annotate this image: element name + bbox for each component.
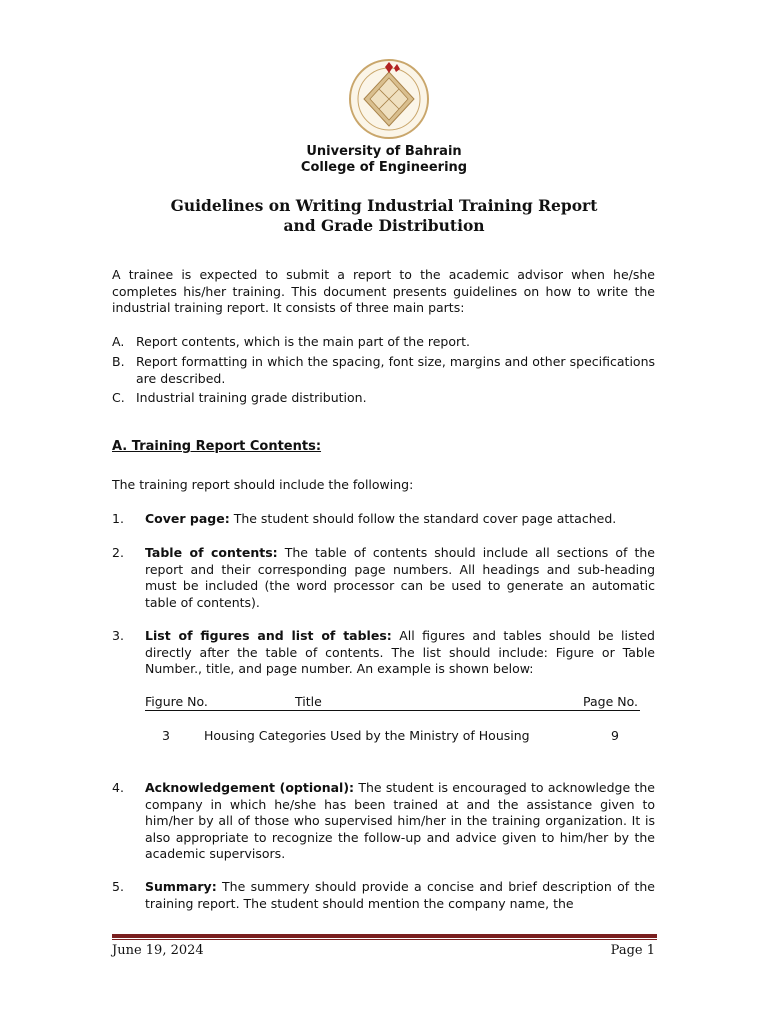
section-lead: The training report should include the following: <box>112 477 414 492</box>
footer-page-number: Page 1 <box>610 943 655 958</box>
figure-number: 3 <box>162 728 170 743</box>
list-text: Report formatting in which the spacing, font size, margins and other specifications are described. <box>136 354 655 386</box>
item-number: 5. <box>112 879 124 894</box>
col-figure-no: Figure No. <box>145 694 208 709</box>
intro-paragraph: A trainee is expected to submit a report to the academic advisor when he/she completes his/her training. This document presents guidelines on how to write the industrial training report. It consists of three main parts: <box>112 267 655 315</box>
item-number: 2. <box>112 545 124 560</box>
title-line-2: and Grade Distribution <box>283 216 485 235</box>
list-marker: C. <box>112 390 125 405</box>
figure-table-header <box>145 694 640 711</box>
list-text: Report contents, which is the main part of the report. <box>136 334 471 349</box>
university-name: University of Bahrain <box>306 144 462 159</box>
col-title: Title <box>295 694 322 709</box>
item-label: Table of contents: <box>145 545 278 560</box>
item-text <box>145 628 655 678</box>
item-text <box>145 511 655 528</box>
university-seal-logo <box>348 58 430 140</box>
item-label: List of figures and list of tables: <box>145 628 392 643</box>
footer-rule-thick <box>112 934 657 938</box>
item-label: Acknowledgement (optional): <box>145 780 355 795</box>
footer-rule-thin <box>112 939 657 940</box>
item-label: Summary: <box>145 879 217 894</box>
item-body: The student should follow the standard cover page attached. <box>229 511 617 526</box>
document-title <box>0 196 768 236</box>
college-name: College of Engineering <box>300 160 468 175</box>
item-text <box>145 545 655 611</box>
title-line-1: Guidelines on Writing Industrial Training Report <box>170 196 598 215</box>
footer-date: June 19, 2024 <box>112 943 204 958</box>
col-page-no: Page No. <box>583 694 638 709</box>
item-text <box>145 780 655 863</box>
institution-heading <box>0 144 768 176</box>
list-marker: B. <box>112 354 125 369</box>
list-text: Industrial training grade distribution. <box>136 390 367 405</box>
item-number: 3. <box>112 628 124 643</box>
item-number: 1. <box>112 511 124 526</box>
figure-title: Housing Categories Used by the Ministry of Housing <box>204 728 530 743</box>
item-body: The summery should provide a concise and brief description of the training report. The student should mention the company name, the <box>145 879 655 911</box>
item-number: 4. <box>112 780 124 795</box>
item-text <box>145 879 655 912</box>
item-body: The table of contents should include all sections of the report and their corresponding page numbers. All headings and sub-heading must be included (the word processor can be used to generate an automatic table of contents). <box>145 545 655 610</box>
figure-page: 9 <box>611 728 619 743</box>
item-body: All figures and tables should be listed directly after the table of contents. The list should include: Figure or Table Number., title, and page number. An example is shown below: <box>145 628 655 676</box>
item-body: The student is encouraged to acknowledge the company in which he/she has been trained at and the assistance given to him/her by all of those who supervised him/her in the training organization. It is also appropriate to recognize the follow-up and advice given to him/her by the academic supervisors. <box>145 780 655 861</box>
item-label: Cover page: <box>145 511 230 526</box>
section-heading: A. Training Report Contents: <box>112 439 322 454</box>
list-marker: A. <box>112 334 125 349</box>
